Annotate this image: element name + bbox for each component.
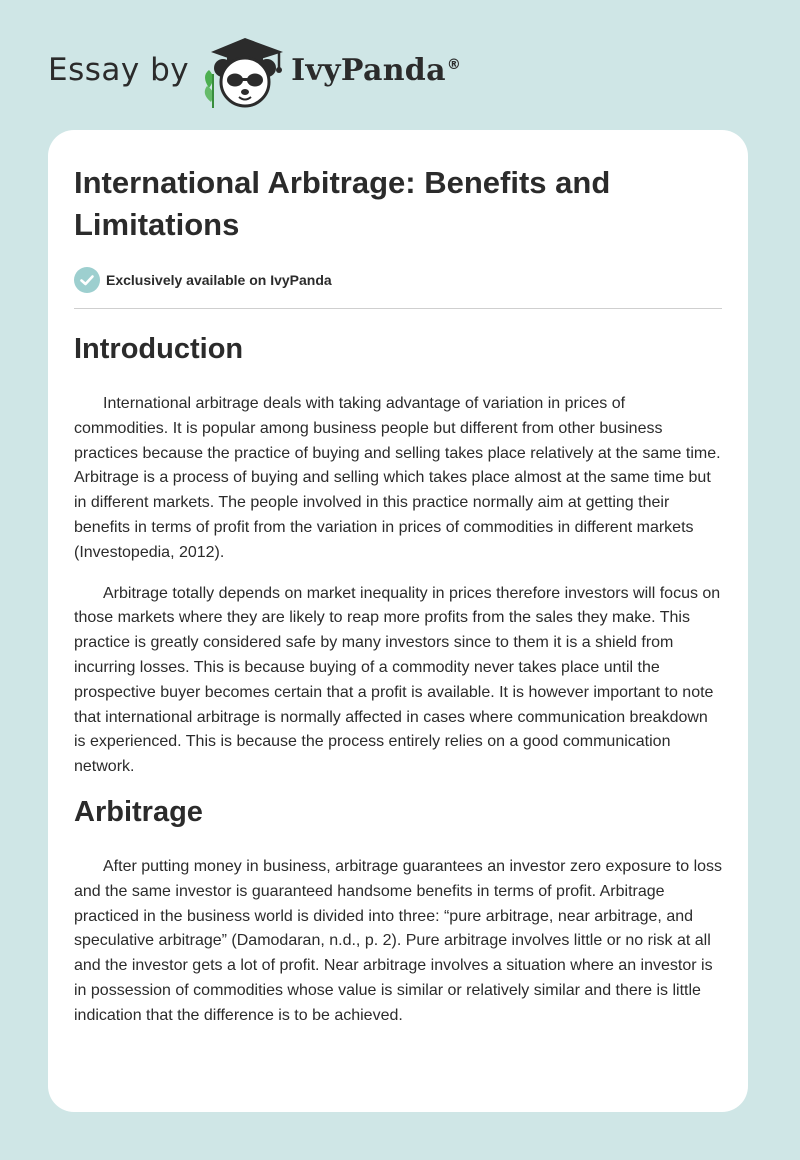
paragraph: International arbitrage deals with taking advantage of variation in prices of commodities. It is popular among business people but different from other business practices because the practice of buying and selling takes place relatively at the same time. Arbitrage is a process of buying and selling which takes place almost at the same time but in different markets. The people involved in this practice normally aim at getting their benefits in terms of profit from the variation in prices of commodities in different markets (Investopedia, 2012). [74, 395, 721, 561]
divider [74, 308, 722, 309]
section-heading: Arbitrage [74, 795, 203, 828]
exclusive-badge [74, 266, 722, 294]
brand-name[interactable]: IvyPanda® [291, 52, 462, 88]
check-circle-icon [74, 267, 100, 293]
paragraph: After putting money in business, arbitrage guarantees an investor zero exposure to loss and the same investor is guaranteed handsome benefits in terms of profit. Arbitrage practiced in the business world is divided into three: “pure arbitrage, near arbitrage, and speculative arbitrage” (Damodaran, n.d., p. 2). Pure arbitrage involves little or no risk at all and the investor gets a lot of profit. Near arbitrage involves a situation where an investor is in possession of commodities whose value is similar or relatively similar and there is little indication that the difference is to be achieved. [74, 857, 723, 1024]
essay-card [48, 130, 748, 1112]
brand-prefix: Essay by [48, 52, 190, 88]
section-heading: Introduction [74, 333, 244, 365]
essay-content [74, 162, 722, 1029]
section-arbitrage [74, 792, 722, 1029]
panda-graduate-icon[interactable] [199, 30, 287, 110]
site-header [48, 30, 461, 110]
registered-mark: ® [446, 56, 462, 73]
essay-title: International Arbitrage: Benefits and Limitations [74, 165, 611, 242]
section-introduction [74, 329, 722, 780]
badge-text: Exclusively available on IvyPanda [106, 272, 332, 288]
paragraph: Arbitrage totally depends on market inequality in prices therefore investors will focus on those markets where they are likely to reap more profits from the sales they make. This practice is greatly considered safe by many investors since to them it is a shield from incurring losses. This is because buying of a commodity never takes place until the prospective buyer becomes certain that a profit is available. It is however important to note that international arbitrage is normally affected in cases where communication breakdown is experienced. This is because the process entirely relies on a good communication network. [74, 584, 721, 776]
